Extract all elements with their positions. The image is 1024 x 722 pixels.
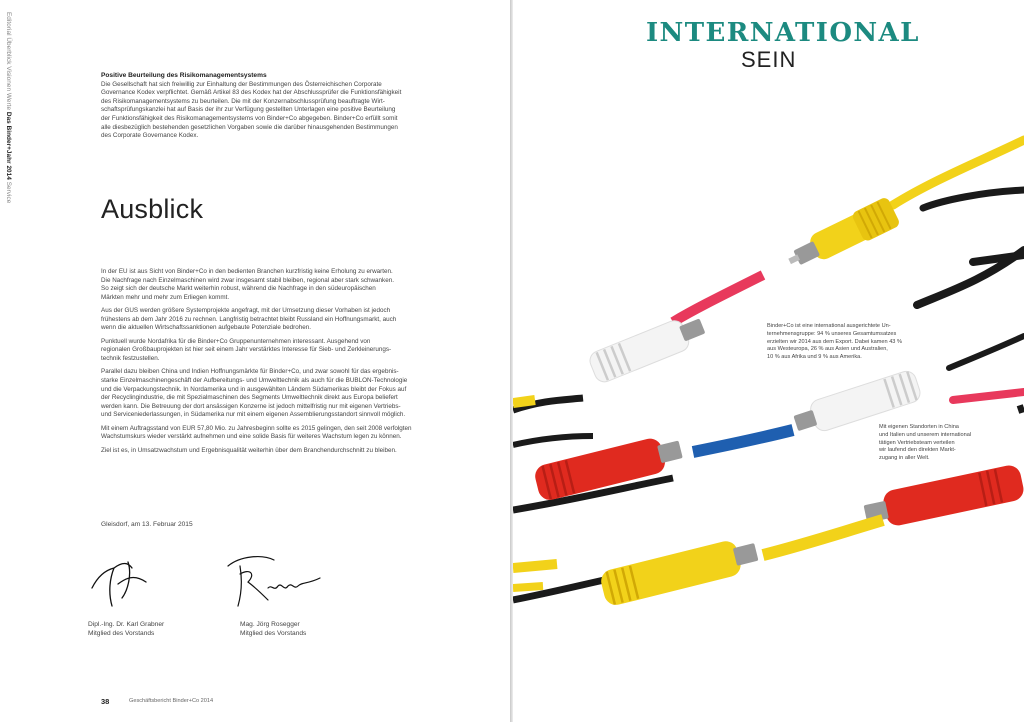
text-line: zugang in aller Welt. bbox=[879, 455, 930, 462]
text-line: Mit einem Auftragsstand von EUR 57,80 Mio. zu Jahresbeginn sollte es 2015 gelingen, den seit 2008 verfolgten bbox=[101, 424, 412, 432]
text-line: 10 % aus Afrika und 9 % aus Amerika. bbox=[767, 354, 862, 361]
text-line: und die Verpackungstechnik. In Nordamerika und in ausgewählten Ländern Südamerikas bleibt der Fokus auf bbox=[101, 385, 407, 393]
footer-text: Geschäftsbericht Binder+Co 2014 bbox=[129, 698, 214, 704]
right-page bbox=[513, 0, 1024, 722]
text-line: Parallel dazu bleiben China und Indien Hoffnungsmärkte für Binder+Co, und zwar sowohl für das ergebnis- bbox=[101, 368, 399, 376]
text-line: Wachstumskurs wieder verstärkt aufnehmen und eine solide Basis für weiteres Wachstum legen zu können. bbox=[101, 433, 402, 441]
ausblick-body bbox=[101, 268, 461, 460]
signature-grabner bbox=[88, 548, 158, 610]
risk-heading: Positive Beurteilung des Risikomanagementsystems bbox=[101, 72, 267, 79]
text-line: aus Westeuropa, 26 % aus Asien und Australien, bbox=[767, 346, 888, 353]
caption-standorte bbox=[879, 424, 971, 463]
text-line: Mit eigenen Standorten in China bbox=[879, 424, 959, 430]
text-line: und Serviceniederlassungen, in Südamerika nur mit einem eigenen Assemblierungsstandort sinnvoll möglich. bbox=[101, 411, 406, 419]
text-line: starke Einzelmaschinengeschäft der Aufbereitungs- und Umwelttechnik als auch für die BUBLON-Technologie bbox=[101, 376, 408, 384]
paragraph-auftragsstand bbox=[101, 425, 461, 442]
text-line: frühestens ab dem Jahr 2016 zu rechnen. Langfristig betrachtet bleibt Russland ein Hoffnungsmarkt, auch bbox=[101, 315, 397, 323]
signer-name: Dipl.-Ing. Dr. Karl Grabner bbox=[88, 621, 165, 628]
paragraph-ziel bbox=[101, 447, 461, 456]
text-line: Binder+Co ist eine international ausgerichtete Un- bbox=[767, 323, 891, 329]
text-line: Die Nachfrage nach Einzelmaschinen wird zwar insgesamt stabil bleiben, regional aber stark schwanken. bbox=[101, 276, 394, 284]
text-line: regionalen Großbauprojekten ist hier seit einem Jahr verstärktes Interesse für Sieb- und Zerkleinerungs- bbox=[101, 346, 392, 354]
text-line: In der EU ist aus Sicht von Binder+Co in den bedienten Branchen kurzfristig keine Erholung zu erwarten. bbox=[101, 268, 393, 275]
left-page bbox=[0, 0, 510, 722]
place-date: Gleisdorf, am 13. Februar 2015 bbox=[101, 521, 193, 528]
text-line: der Recyclingindustrie, die mit Spezialmaschinen des Segments Umwelttechnik direkt aus Europa beliefert bbox=[101, 394, 398, 402]
text-line: So zeigt sich der deutsche Markt weiterhin robust, während die Nachfrage in den südeuropäischen bbox=[101, 285, 376, 293]
text-line: des Risikomanagementsystems zu beurteilen. Die mit der Konzernabschlussprüfung beauftragte Wirt- bbox=[101, 97, 385, 105]
text-line: technik festzustellen. bbox=[101, 354, 160, 362]
signer-role: Mitglied des Vorstands bbox=[240, 630, 307, 637]
vertical-section-nav bbox=[3, 12, 13, 312]
text-line: Punktuell wurde Nordafrika für die Binder+Co Gruppenunternehmen interessant. Ausgehend von bbox=[101, 337, 371, 345]
signer-rosegger bbox=[240, 620, 306, 638]
sein-subtitle: SEIN bbox=[741, 47, 797, 72]
text-line: Märkten mehr und mehr zum Erliegen kommt. bbox=[101, 293, 230, 301]
text-line: schaftsprüfungskanzlei hat auf Basis der ihr zur Verfügung gestellten Unterlagen eine positive Beurteilung bbox=[101, 106, 396, 114]
nav-current-section: Das Binder+Jahr 2014 bbox=[5, 111, 12, 180]
nav-prefix: Editorial Überblick Visionen Werte bbox=[5, 12, 12, 112]
text-line: werden kann. Die Betreuung der dort ansässigen Konzerne ist jedoch mittelfristig nur mit eigenen Vertriebs- bbox=[101, 402, 401, 410]
signer-role: Mitglied des Vorstands bbox=[88, 630, 155, 637]
text-line: Governance Kodex verpflichtet. Gemäß Artikel 83 des Kodex hat der Abschlussprüfer die Funktionsfähigkeit bbox=[101, 89, 402, 97]
text-line: und Italien und unserem international bbox=[879, 431, 972, 438]
paragraph-nordafrika bbox=[101, 338, 461, 364]
text-line: des Corporate Governance Kodex. bbox=[101, 132, 199, 140]
text-line: Aus der GUS werden größere Systemprojekte angefragt, mit der Umsetzung dieser Vorhaben ist jedoch bbox=[101, 307, 391, 315]
text-line: alle diesbezüglich bestehenden gesetzlichen Vorgaben sowie die darüber hinausgehenden Bestimmungen bbox=[101, 123, 398, 131]
ausblick-title: Ausblick bbox=[101, 194, 204, 224]
text-line: wir laufend den direkten Markt- bbox=[879, 447, 956, 454]
paragraph-gus bbox=[101, 307, 461, 333]
signer-grabner bbox=[88, 620, 164, 638]
text-line: der Funktionsfähigkeit des Risikomanagementsystems von Binder+Co abgegeben. Binder+Co erfüllt somit bbox=[101, 114, 398, 122]
text-line: Ziel ist es, in Umsatzwachstum und Ergebnisqualität weiterhin über dem Branchendurchschnitt zu bleiben. bbox=[101, 446, 397, 454]
nav-suffix: Service bbox=[5, 179, 12, 204]
paragraph-china-indien bbox=[101, 368, 461, 420]
caption-export bbox=[767, 323, 902, 362]
text-line: wenn die aktuellen Wirtschaftssanktionen aufgebaute Potenziale bedrohen. bbox=[101, 324, 312, 332]
page-number: 38 bbox=[101, 697, 110, 706]
text-line: ternehmensgruppe: 94 % unseres Gesamtumsatzes bbox=[767, 330, 897, 337]
text-line: tätigen Vertriebsteam verteilen bbox=[879, 439, 955, 446]
risk-paragraph bbox=[101, 81, 461, 141]
paragraph-eu bbox=[101, 268, 461, 302]
signature-rosegger bbox=[222, 552, 332, 612]
signer-name: Mag. Jörg Rosegger bbox=[240, 621, 300, 628]
international-title: INTERNATIONAL bbox=[646, 18, 920, 48]
text-line: Die Gesellschaft hat sich freiwillig zur Einhaltung der Bestimmungen des Österreichischen Corporate bbox=[101, 80, 382, 88]
risk-management-section bbox=[101, 72, 461, 141]
text-line: erzielten wir 2014 aus dem Export. Dabei kamen 43 % bbox=[767, 338, 902, 345]
